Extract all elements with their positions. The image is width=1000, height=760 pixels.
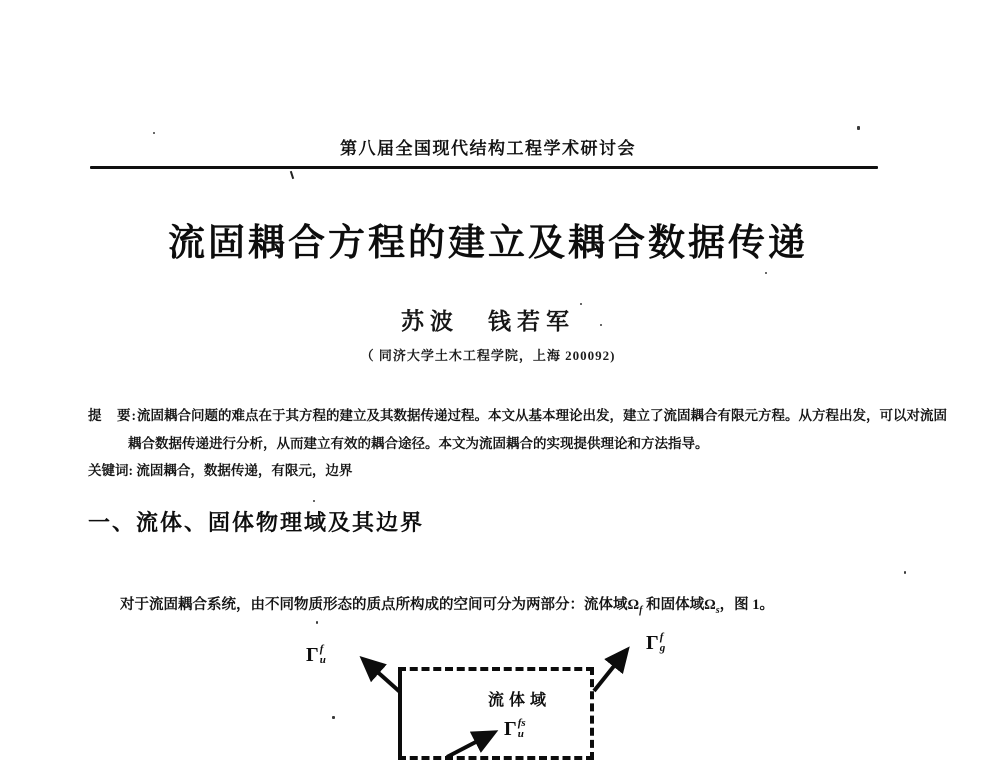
boundary-arrow-right [594,651,626,691]
scan-speck [313,500,315,502]
scan-speck [580,303,582,305]
gamma-symbol: Γ [306,644,319,666]
omega-f-subscript: f [639,604,643,616]
gamma-symbol: Γ [504,718,517,740]
boundary-arrow-left [364,660,400,692]
keywords-line [88,457,916,485]
omega-f-symbol: Ω [627,596,640,613]
boundary-arrow-interface [447,733,493,757]
scan-tick [290,171,294,179]
boundary-label-interface [504,718,526,740]
boundary-label-right [646,632,665,654]
authors-line: 苏波 钱若军 [401,309,575,334]
omega-s-symbol: Ω [704,596,716,613]
affiliation-line: （ 同济大学土木工程学院，上海 200092) [360,348,616,363]
gamma-superscript: f [659,631,664,643]
para-text-3: ，图 1。 [719,596,774,613]
keywords-text: 流固耦合，数据传递，有限元，边界 [136,462,353,478]
scan-speck [904,571,906,574]
keywords-label: 关键词: [88,462,133,478]
scan-speck [153,132,155,134]
header-rule [90,166,878,169]
omega-s-subscript: s [715,604,720,616]
gamma-subscript: u [517,728,524,740]
conference-header: 第八届全国现代结构工程学术研讨会 [340,139,636,158]
gamma-superscript: fs [517,717,526,729]
section-heading: 一、流体、固体物理域及其边界 [88,510,425,535]
scan-speck [600,324,602,326]
abstract-text: 流固耦合问题的难点在于其方程的建立及其数据传递过程。本文从基本理论出发，建立了流固耦合有限元方程。从方程出发，可以对流固耦合数据传递进行分析，从而建立有效的耦合途径。本文为流固耦合的实现提供理论和方法指导。 [128,407,947,451]
abstract-paragraph [88,402,956,458]
body-paragraph [88,592,920,624]
scan-speck [765,272,767,274]
gamma-subscript: g [659,642,666,654]
gamma-superscript: f [319,643,324,655]
scan-speck [857,126,860,130]
gamma-subscript: u [319,654,326,666]
boundary-label-left [306,644,326,666]
gamma-symbol: Γ [646,632,659,654]
para-text-2: 和固体域 [642,596,705,613]
scan-speck [316,621,318,624]
page-title: 流固耦合方程的建立及耦合数据传递 [168,222,808,263]
abstract-label: 提 要: [88,407,137,423]
para-text-1: 对于流固耦合系统，由不同物质形态的质点所构成的空间可分为两部分：流体域 [120,596,628,613]
scan-speck [332,716,335,719]
fluid-domain-label: 流体域 [488,692,552,709]
